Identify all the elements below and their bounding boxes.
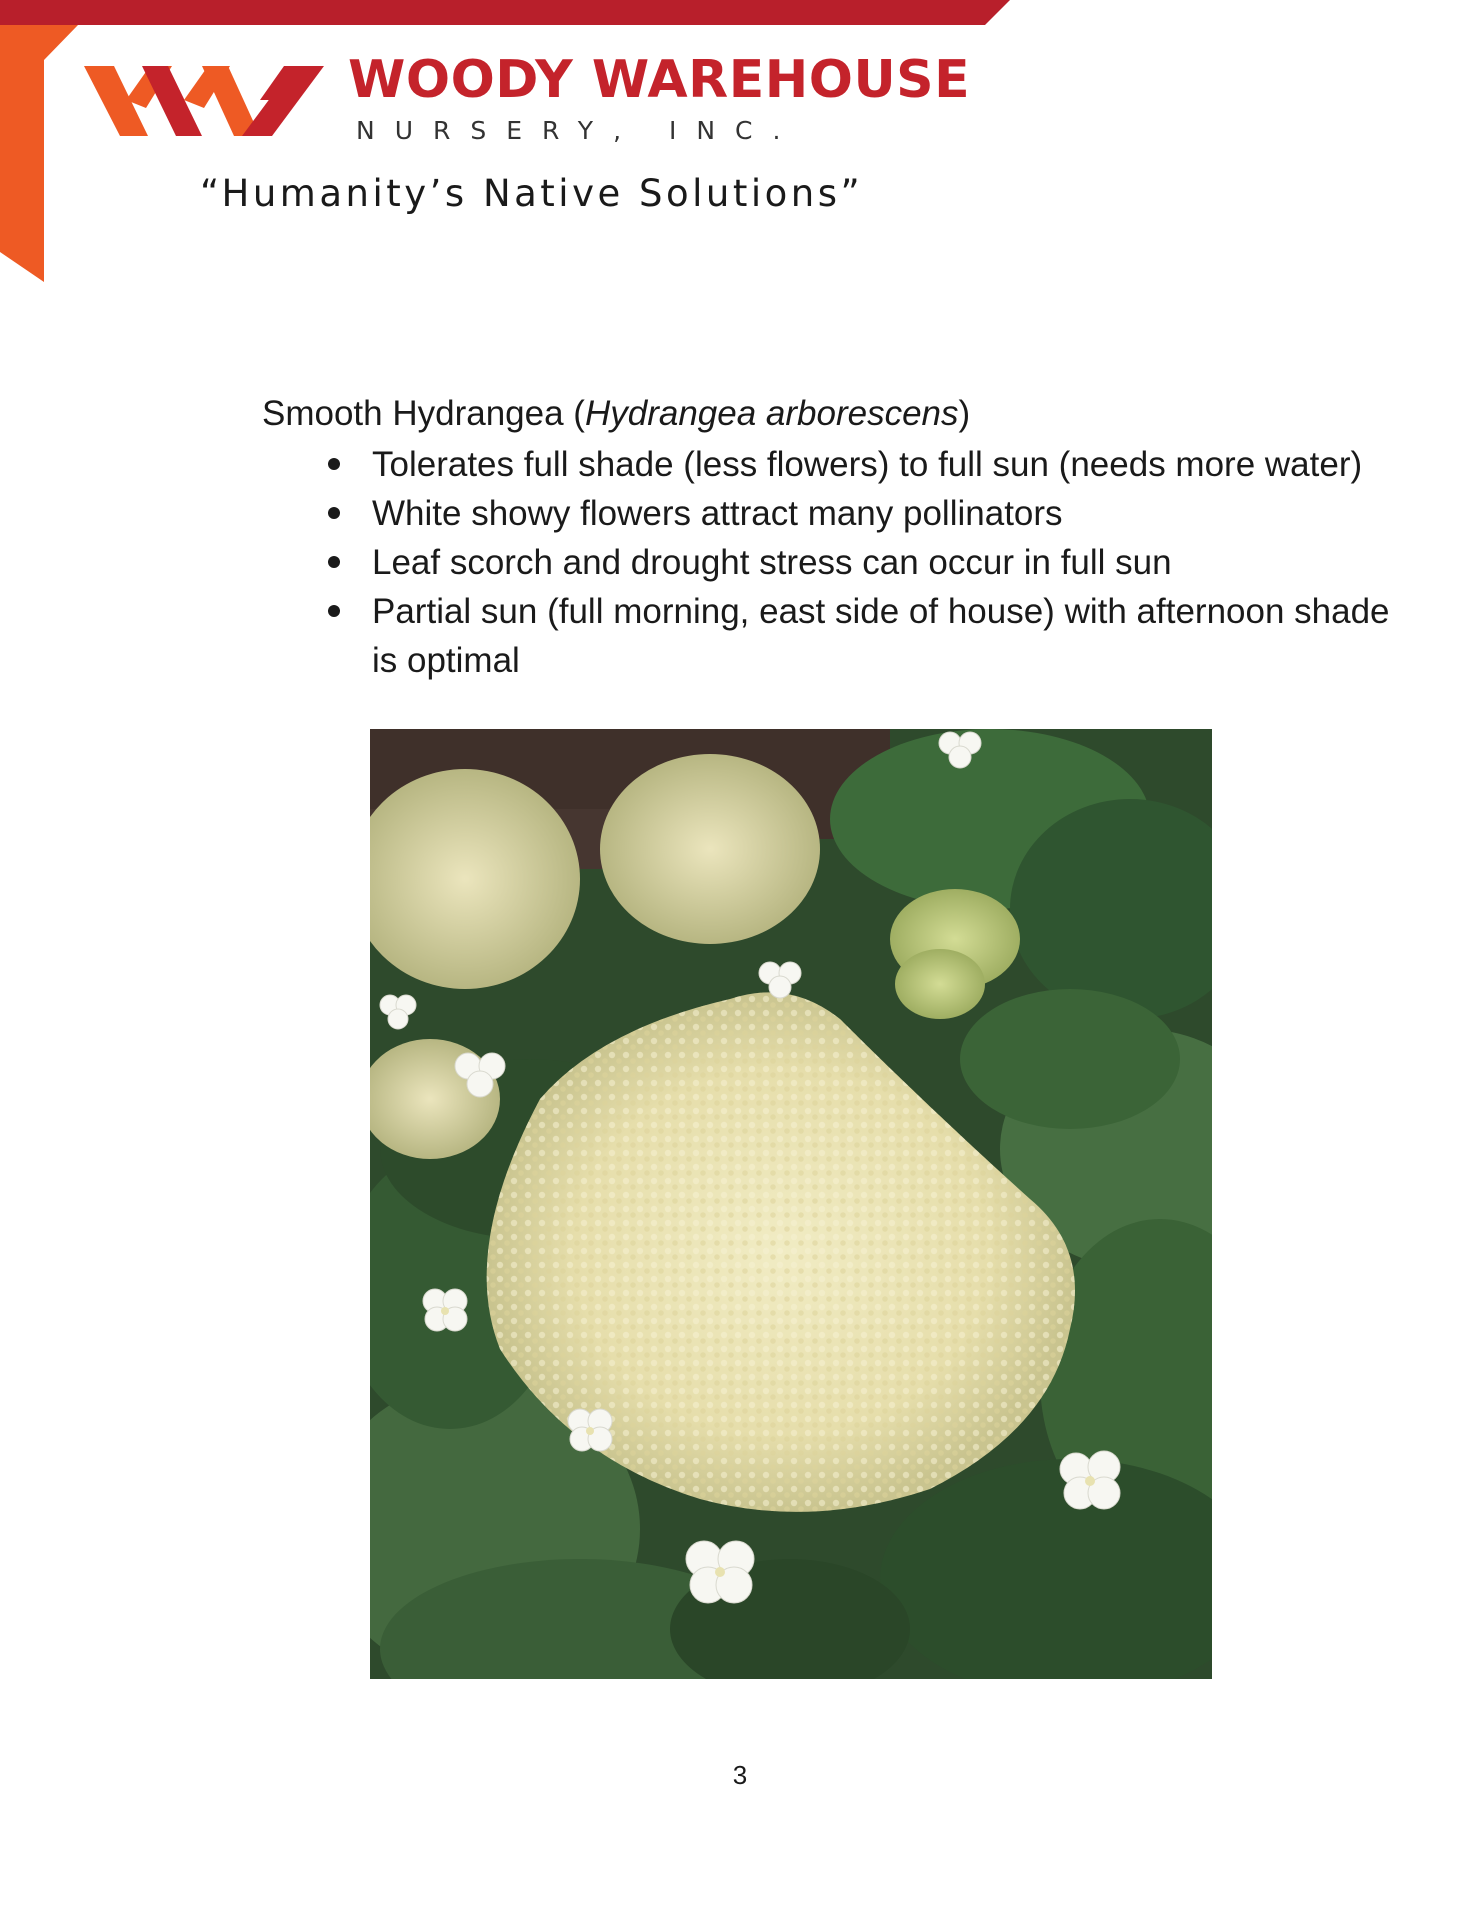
bullet-icon	[328, 556, 340, 568]
plant-scientific-name: Hydrangea arborescens	[584, 394, 959, 433]
brand-subtitle: NURSERY, INC.	[356, 116, 801, 145]
plant-common-name: Smooth Hydrangea (	[262, 394, 585, 433]
page-number: 3	[732, 1760, 748, 1790]
plant-notes-list	[322, 440, 1402, 685]
list-item-text: Tolerates full shade (less flowers) to full sun (needs more water)	[372, 445, 1363, 484]
plant-title	[262, 394, 970, 434]
plant-title-close: )	[958, 394, 971, 433]
list-item	[322, 489, 1402, 538]
header-corner-decoration	[0, 0, 1480, 300]
list-item	[322, 538, 1402, 587]
bullet-icon	[328, 507, 340, 519]
company-logo-icon	[84, 60, 334, 142]
list-item	[322, 587, 1402, 685]
hydrangea-photo	[370, 729, 1212, 1679]
bullet-icon	[328, 605, 340, 617]
list-item-text: White showy flowers attract many pollinators	[372, 494, 1063, 533]
brand-name: WOODY WAREHOUSE	[348, 50, 971, 110]
tagline: “Humanity’s Native Solutions”	[200, 172, 864, 215]
bullet-icon	[328, 458, 340, 470]
list-item-text: Leaf scorch and drought stress can occur in full sun	[372, 543, 1172, 582]
list-item	[322, 440, 1402, 489]
list-item-text: Partial sun (full morning, east side of house) with afternoon shade is optimal	[372, 592, 1390, 680]
